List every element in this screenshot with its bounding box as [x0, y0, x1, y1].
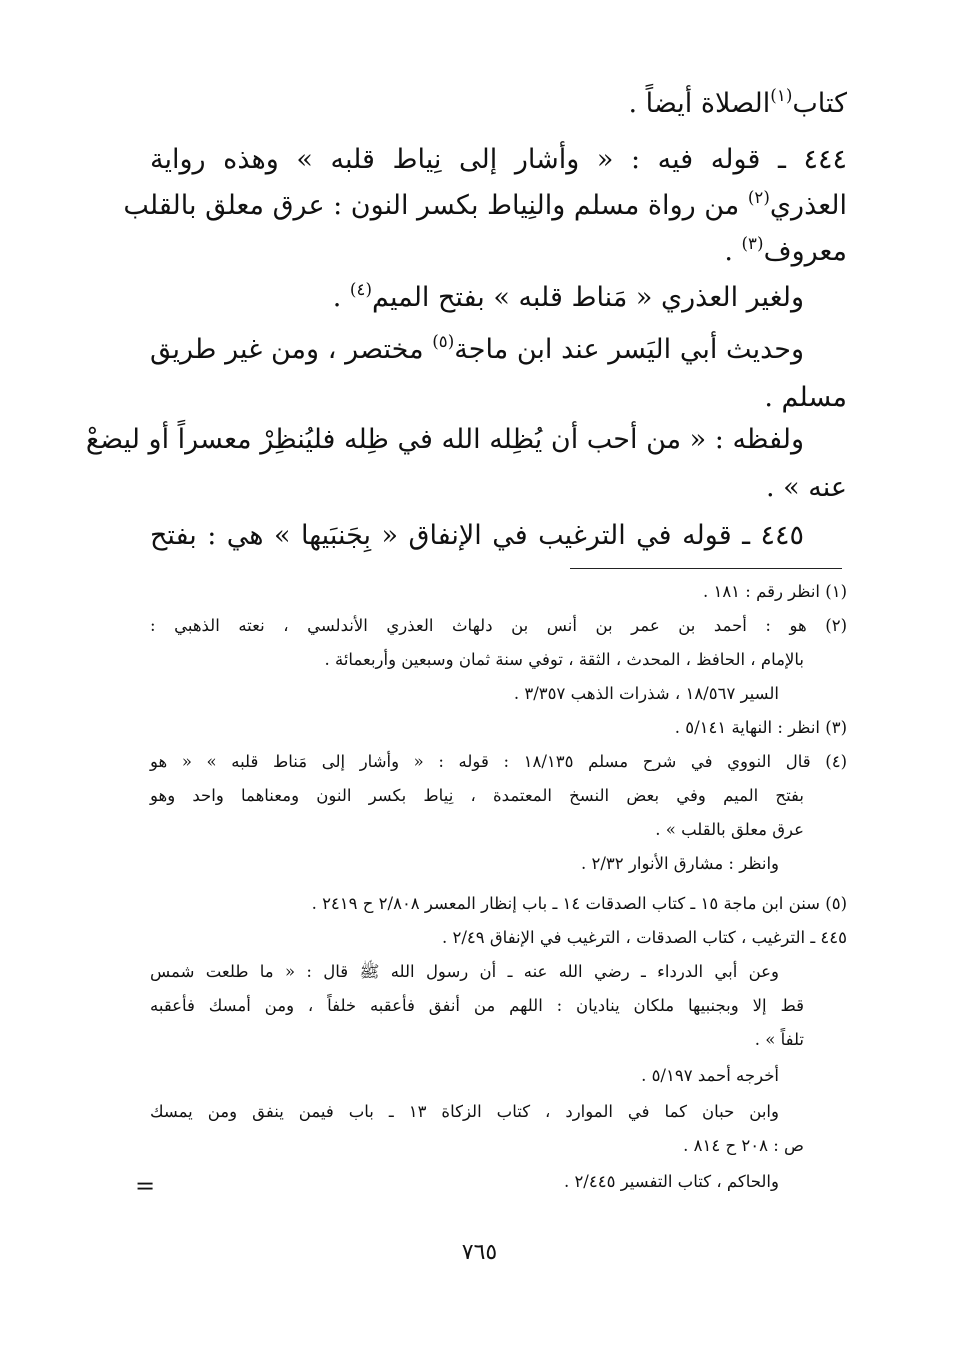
footnote-line-5: (٣) انظر : النهاية ٥/١٤١ . [674, 718, 847, 737]
footnote-line-9: وانظر : مشارق الأنوار ٢/٣٢ . [581, 854, 779, 873]
main-line-1 [628, 85, 847, 119]
footnote-line-8: عرق معلق بالقلب » . [655, 820, 804, 839]
main-line-3-b: من رواة مسلم والنِياط بكسر النون : عرق معلق بالقلب [123, 190, 748, 221]
footnote-line-16: وابن حبان كما في الموارد ، كتاب الزكاة ١٣ ـ باب فيمن ينفق ومن يمسك [150, 1102, 779, 1121]
footnote-ref-1: (١) [770, 85, 793, 106]
footnote-line-4: السير ١٨/٥٦٧ ، شذرات الذهب ٣/٣٥٧ . [513, 684, 779, 703]
footnote-line-10: (٥) سنن ابن ماجة ١٥ ـ كتاب الصدقات ١٤ ـ باب إنظار المعسر ٢/٨٠٨ ح ٢٤١٩ . [311, 894, 847, 913]
main-line-3-a: العذري [769, 190, 847, 221]
main-line-8: ولفظه : « من أحب أن يُظِله الله في ظِله فليُنظِرْ معسراً أو ليضعْ [85, 424, 804, 455]
footnote-ref-3: (٣) [741, 233, 764, 254]
footnote-ref-2: (٢) [747, 187, 770, 208]
footnote-line-6: (٤) قال النووي في شرح مسلم ١٨/١٣٥ : قوله : « وأشار إلى مَناط قلبه » « هو [150, 752, 847, 771]
page-number: ٧٦٥ [461, 1240, 498, 1265]
footnote-ref-4: (٤) [349, 279, 372, 300]
footnote-line-11: ٤٤٥ ـ الترغيب ، كتاب الصدقات ، الترغيب في الإنفاق ٢/٤٩ . [441, 928, 847, 947]
main-line-6 [150, 331, 804, 365]
main-line-10: ٤٤٥ ـ قوله في الترغيب في الإنفاق « بِجَنبَيها » هي : بفتح [150, 520, 804, 551]
footnote-line-3: بالإمام ، الحافظ ، المحدث ، الثقة ، توفي سنة ثمان وسبعين وأربعمائة . [324, 650, 804, 669]
main-line-2: ٤٤٤ ـ قوله فيه : « وأشار إلى نِياط قلبه » وهذه رواية [150, 144, 847, 175]
footnote-line-7: بفتح الميم وفي بعض النسخ المعتمدة ، نِياط بكسر النون ومعناهما واحد وهو [150, 786, 804, 805]
footnote-line-2: (٢) هو : أحمد بن عمر بن أنس بن دلهاث العذري الأندلسي ، نعته الذهبي : [150, 616, 847, 635]
footnote-ref-5: (٥) [432, 331, 455, 352]
main-line-7: مسلم . [764, 382, 847, 413]
main-line-4-b: . [724, 236, 742, 267]
footnote-line-12: وعن أبي الدرداء ـ رضي الله عنه ـ أن رسول الله ﷺ قال : « ما طلعت شمس [150, 962, 779, 981]
main-line-6-b: مختصر ، ومن غير طريق [150, 334, 433, 365]
footnote-line-17: ص : ٢٠٨ ح ٨١٤ . [683, 1136, 804, 1155]
continuation-mark: = [135, 1172, 156, 1200]
main-line-3 [123, 187, 847, 221]
main-line-4 [724, 233, 847, 267]
main-line-5-a: ولغير العذري « مَناط قلبه » بفتح الميم [371, 282, 804, 313]
main-line-9: عنه » . [766, 472, 847, 503]
main-line-5 [332, 279, 804, 313]
main-line-4-a: معروف [763, 236, 847, 267]
main-line-5-b: . [332, 282, 350, 313]
main-line-6-a: وحديث أبي اليَسر عند ابن ماجة [454, 334, 804, 365]
footnote-line-14: تلفاً » . [754, 1030, 804, 1049]
footnote-line-18: والحاكم ، كتاب التفسير ٢/٤٤٥ . [563, 1172, 779, 1191]
footnote-separator [570, 568, 842, 569]
main-line-1-b: الصلاة أيضاً . [628, 88, 771, 119]
footnote-line-1: (١) انظر رقم : ١٨١ . [702, 582, 847, 601]
footnote-line-15: أخرجه أحمد ٥/١٩٧ . [641, 1066, 779, 1085]
main-line-1-a: كتاب [792, 88, 847, 119]
footnote-line-13: قط إلا وبجنبيها ملكان يناديان : اللهم من أنفق فأعقبه خلفاً ، ومن أمسك فأعقبه [150, 996, 804, 1015]
